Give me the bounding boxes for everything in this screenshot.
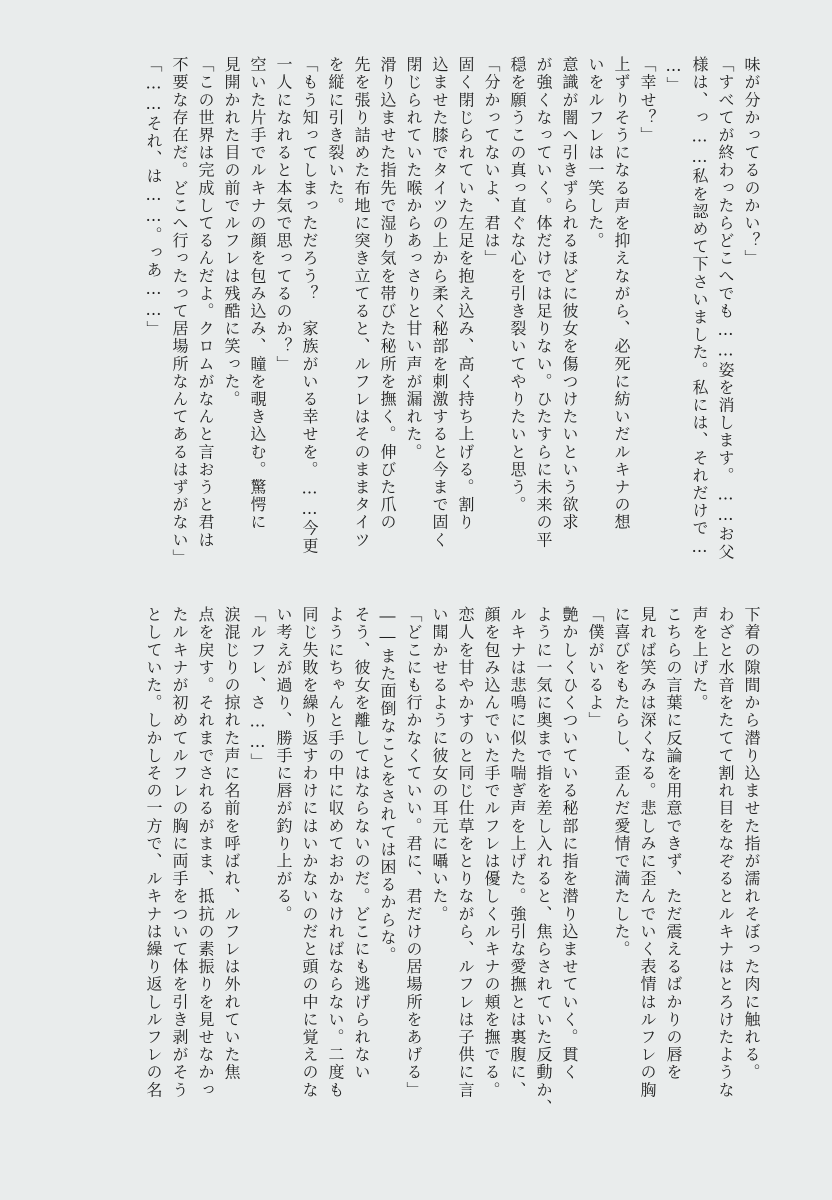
text-line: 込ませた膝でタイツの上から柔く秘部を刺激すると今まで固く bbox=[430, 56, 449, 549]
text-line: 不要な存在だ。どこへ行ったって居場所なんてあるはずがない」 bbox=[170, 56, 189, 566]
text-line: 「すべてが終わったらどこへでも……姿を消します。……お父 bbox=[716, 56, 735, 561]
text-line: 一人になれると本気で思ってるのか？」 bbox=[274, 56, 293, 373]
text-line: としていた。しかしその一方で、ルキナは繰り返しルフレの名 bbox=[144, 606, 163, 1099]
text-line: いをルフレは一笑した。 bbox=[586, 56, 605, 250]
text-line: 「分かってないよ、君は」 bbox=[482, 56, 501, 268]
text-line: 意識が闇へ引きずられるほどに彼女を傷つけたいという欲求 bbox=[560, 56, 579, 532]
text-line: を縦に引き裂いた。 bbox=[326, 56, 345, 215]
text-line: わざと水音をたてて割れ目をなぞるとルキナはとろけたような bbox=[716, 606, 735, 1099]
text-line: 「どこにも行かなくていい。君に、君だけの居場所をあげる」 bbox=[404, 606, 423, 1099]
lower-text-block bbox=[84, 606, 764, 1126]
text-line: 顔を包み込んでいた手でルフレは優しくルキナの頬を撫でる。 bbox=[482, 606, 501, 1099]
text-line: 穏を願うこの真っ直ぐな心を引き裂いてやりたいと思う。 bbox=[508, 56, 527, 514]
text-line: ようにちゃんと手の中に収めておかなければならない。二度も bbox=[326, 606, 345, 1099]
text-line: 見開かれた目の前でルフレは残酷に笑った。 bbox=[222, 56, 241, 408]
text-line: …」 bbox=[664, 56, 683, 95]
text-line: 「もう知ってしまっただろう？ 家族がいる幸せを。……今更 bbox=[300, 56, 319, 555]
text-line: 固く閉じられていた左足を抱え込み、高く持ち上げる。割り bbox=[456, 56, 475, 532]
text-line: 下着の隙間から潜り込ませた指が濡れそぼった肉に触れる。 bbox=[742, 606, 761, 1082]
text-line: に喜びをもたらし、歪んだ愛情で満たした。 bbox=[612, 606, 631, 958]
text-line: そう、彼女を離してはならないのだ。どこにも逃げられない bbox=[352, 606, 371, 1082]
text-line: 味が分かってるのかい？」 bbox=[742, 56, 761, 268]
text-line: 先を張り詰めた布地に突き立てると、ルフレはそのままタイツ bbox=[352, 56, 371, 549]
text-line: い聞かせるように彼女の耳元に囁いた。 bbox=[430, 606, 449, 923]
text-line: 恋人を甘やかすのと同じ仕草をとりながら、ルフレは子供に言 bbox=[456, 606, 475, 1099]
upper-text-block bbox=[84, 56, 764, 566]
text-line: ルキナは悲鳴に似た喘ぎ声を上げた。強引な愛撫とは裏腹に、 bbox=[508, 606, 527, 1099]
text-line: 見れば笑みは深くなる。悲しみに歪んでいく表情はルフレの胸 bbox=[638, 606, 657, 1099]
text-line: ように一気に奥まで指を差し入れると、焦らされていた反動か、 bbox=[534, 606, 553, 1117]
text-line: 艶かしくひくついている秘部に指を潜り込ませていく。貫く bbox=[560, 606, 579, 1082]
text-line: い考えが過り、勝手に唇が釣り上がる。 bbox=[274, 606, 293, 923]
text-line: こちらの言葉に反論を用意できず、ただ震えるばかりの唇を bbox=[664, 606, 683, 1082]
text-line: が強くなっていく。体だけでは足りない。ひたすらに未来の平 bbox=[534, 56, 553, 549]
text-line: 「ルフレ、さ……」 bbox=[248, 606, 267, 771]
text-line: 「この世界は完成してるんだよ。クロムがなんと言おうと君は bbox=[196, 56, 215, 549]
text-line: 滑り込ませた指先で湿り気を帯びた秘所を撫く。伸びた爪の bbox=[378, 56, 397, 532]
text-line: 閉じられていた喉からあっさりと甘い声が漏れた。 bbox=[404, 56, 423, 461]
text-line: たルキナが初めてルフレの胸に両手をついて体を引き剥がそう bbox=[170, 606, 189, 1099]
text-line: 空いた片手でルキナの顔を包み込み、瞳を覗き込む。驚愕に bbox=[248, 56, 267, 532]
text-line: ――また面倒なことをされては困るからな。 bbox=[378, 606, 397, 964]
text-line: 「幸せ？」 bbox=[638, 56, 657, 144]
text-line: 涙混じりの掠れた声に名前を呼ばれ、ルフレは外れていた焦 bbox=[222, 606, 241, 1082]
text-line: 声を上げた。 bbox=[690, 606, 709, 712]
text-line: 上ずりそうになる声を抑えながら、必死に紡いだルキナの想 bbox=[612, 56, 631, 532]
text-line: 「……それ、は……。っあ……」 bbox=[144, 56, 163, 338]
text-line: 様は、っ……私を認めて下さいました。私には、それだけで… bbox=[690, 56, 709, 558]
text-line: 点を戻す。それまでされるがまま、抵抗の素振りを見せなかっ bbox=[196, 606, 215, 1099]
text-line: 同じ失敗を繰り返すわけにはいかないのだと頭の中に覚えのな bbox=[300, 606, 319, 1099]
text-line: 「僕がいるよ」 bbox=[586, 606, 605, 730]
